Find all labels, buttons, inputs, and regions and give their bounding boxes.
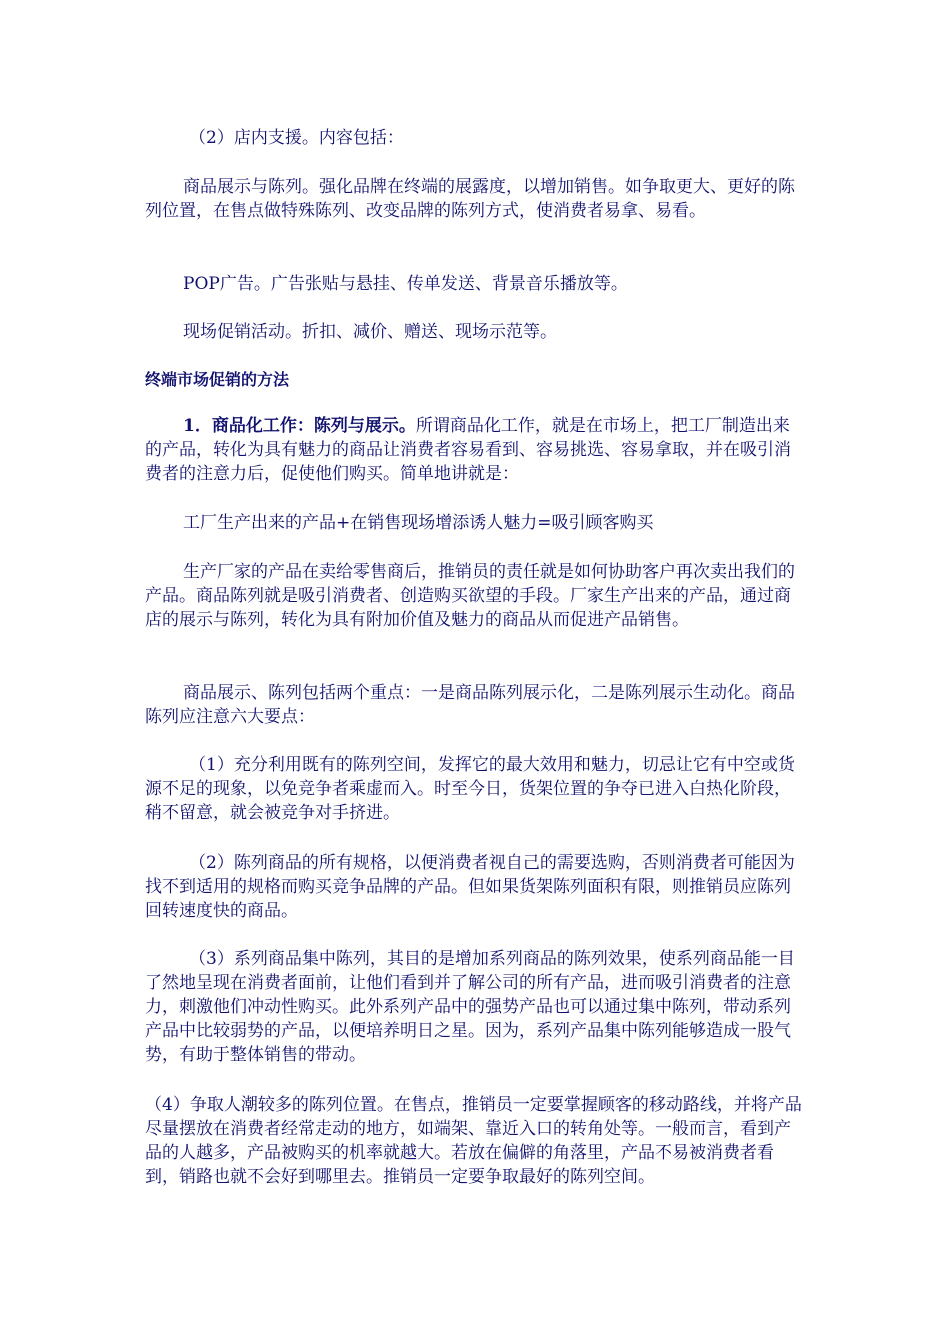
paragraph-point-1: （1）充分利用既有的陈列空间，发挥它的最大效用和魅力，切忌让它有中空或货源不足的现象，以免竞争者乘虚而入。时至今日，货架位置的争夺已进入白热化阶段，稍不留意，就会被竞争对手挤进。 [145, 755, 795, 823]
paragraph-merchandising [145, 414, 805, 486]
paragraph-pop-ads: POP广告。广告张贴与悬挂、传单发送、背景音乐播放等。 [183, 274, 628, 294]
paragraph-product-display: 商品展示与陈列。强化品牌在终端的展露度，以增加销售。如争取更大、更好的陈列位置，在售点做特殊陈列、改变品牌的陈列方式，使消费者易拿、易看。 [145, 177, 795, 221]
merchandising-lead: 1．商品化工作：陈列与展示。 [183, 416, 416, 436]
paragraph-formula: 工厂生产出来的产品+在销售现场增添诱人魅力=吸引顾客购买 [183, 513, 654, 533]
merchandising-body: 所谓商品化工作，就是在市场上，把工厂制造出来的产品，转化为具有魅力的商品让消费者容易看到、容易挑选、容易拿取，并在吸引消费者的注意力后，促使他们购买。简单地讲就是： [145, 416, 791, 484]
paragraph-point-4: （4）争取人潮较多的陈列位置。在售点，推销员一定要掌握顾客的移动路线，并将产品尽量摆放在消费者经常走动的地方，如端架、靠近入口的转角处等。一般而言，看到产品的人越多，产品被购买的机率就越大。若放在偏僻的角落里，产品不易被消费者看到，销路也就不会好到哪里去。推销员一定要争取最好的陈列空间。 [145, 1095, 802, 1187]
section-heading: 终端市场促销的方法 [145, 370, 290, 389]
paragraph-point-3: （3）系列商品集中陈列，其目的是增加系列商品的陈列效果，使系列商品能一目了然地呈现在消费者面前，让他们看到并了解公司的所有产品，进而吸引消费者的注意力，刺激他们冲动性购买。此外系列产品中的强势产品也可以通过集中陈列，带动系列产品中比较弱势的产品，以便培养明日之星。因为，系列产品集中陈列能够造成一股气势，有助于整体销售的带动。 [145, 949, 795, 1065]
paragraph-point-2: （2）陈列商品的所有规格，以便消费者视自己的需要选购，否则消费者可能因为找不到适用的规格而购买竞争品牌的产品。但如果货架陈列面积有限，则推销员应陈列回转速度快的商品。 [145, 853, 795, 921]
paragraph-manufacturer: 生产厂家的产品在卖给零售商后，推销员的责任就是如何协助客户再次卖出我们的产品。商品陈列就是吸引消费者、创造购买欲望的手段。厂家生产出来的产品，通过商店的展示与陈列，转化为具有附加价值及魅力的商品从而促进产品销售。 [145, 562, 795, 630]
paragraph-display-points: 商品展示、陈列包括两个重点：一是商品陈列展示化，二是陈列展示生动化。商品陈列应注意六大要点： [145, 683, 795, 727]
paragraph-store-support: （2）店内支援。内容包括： [189, 128, 404, 148]
paragraph-onsite-promotion: 现场促销活动。折扣、减价、赠送、现场示范等。 [183, 322, 557, 342]
